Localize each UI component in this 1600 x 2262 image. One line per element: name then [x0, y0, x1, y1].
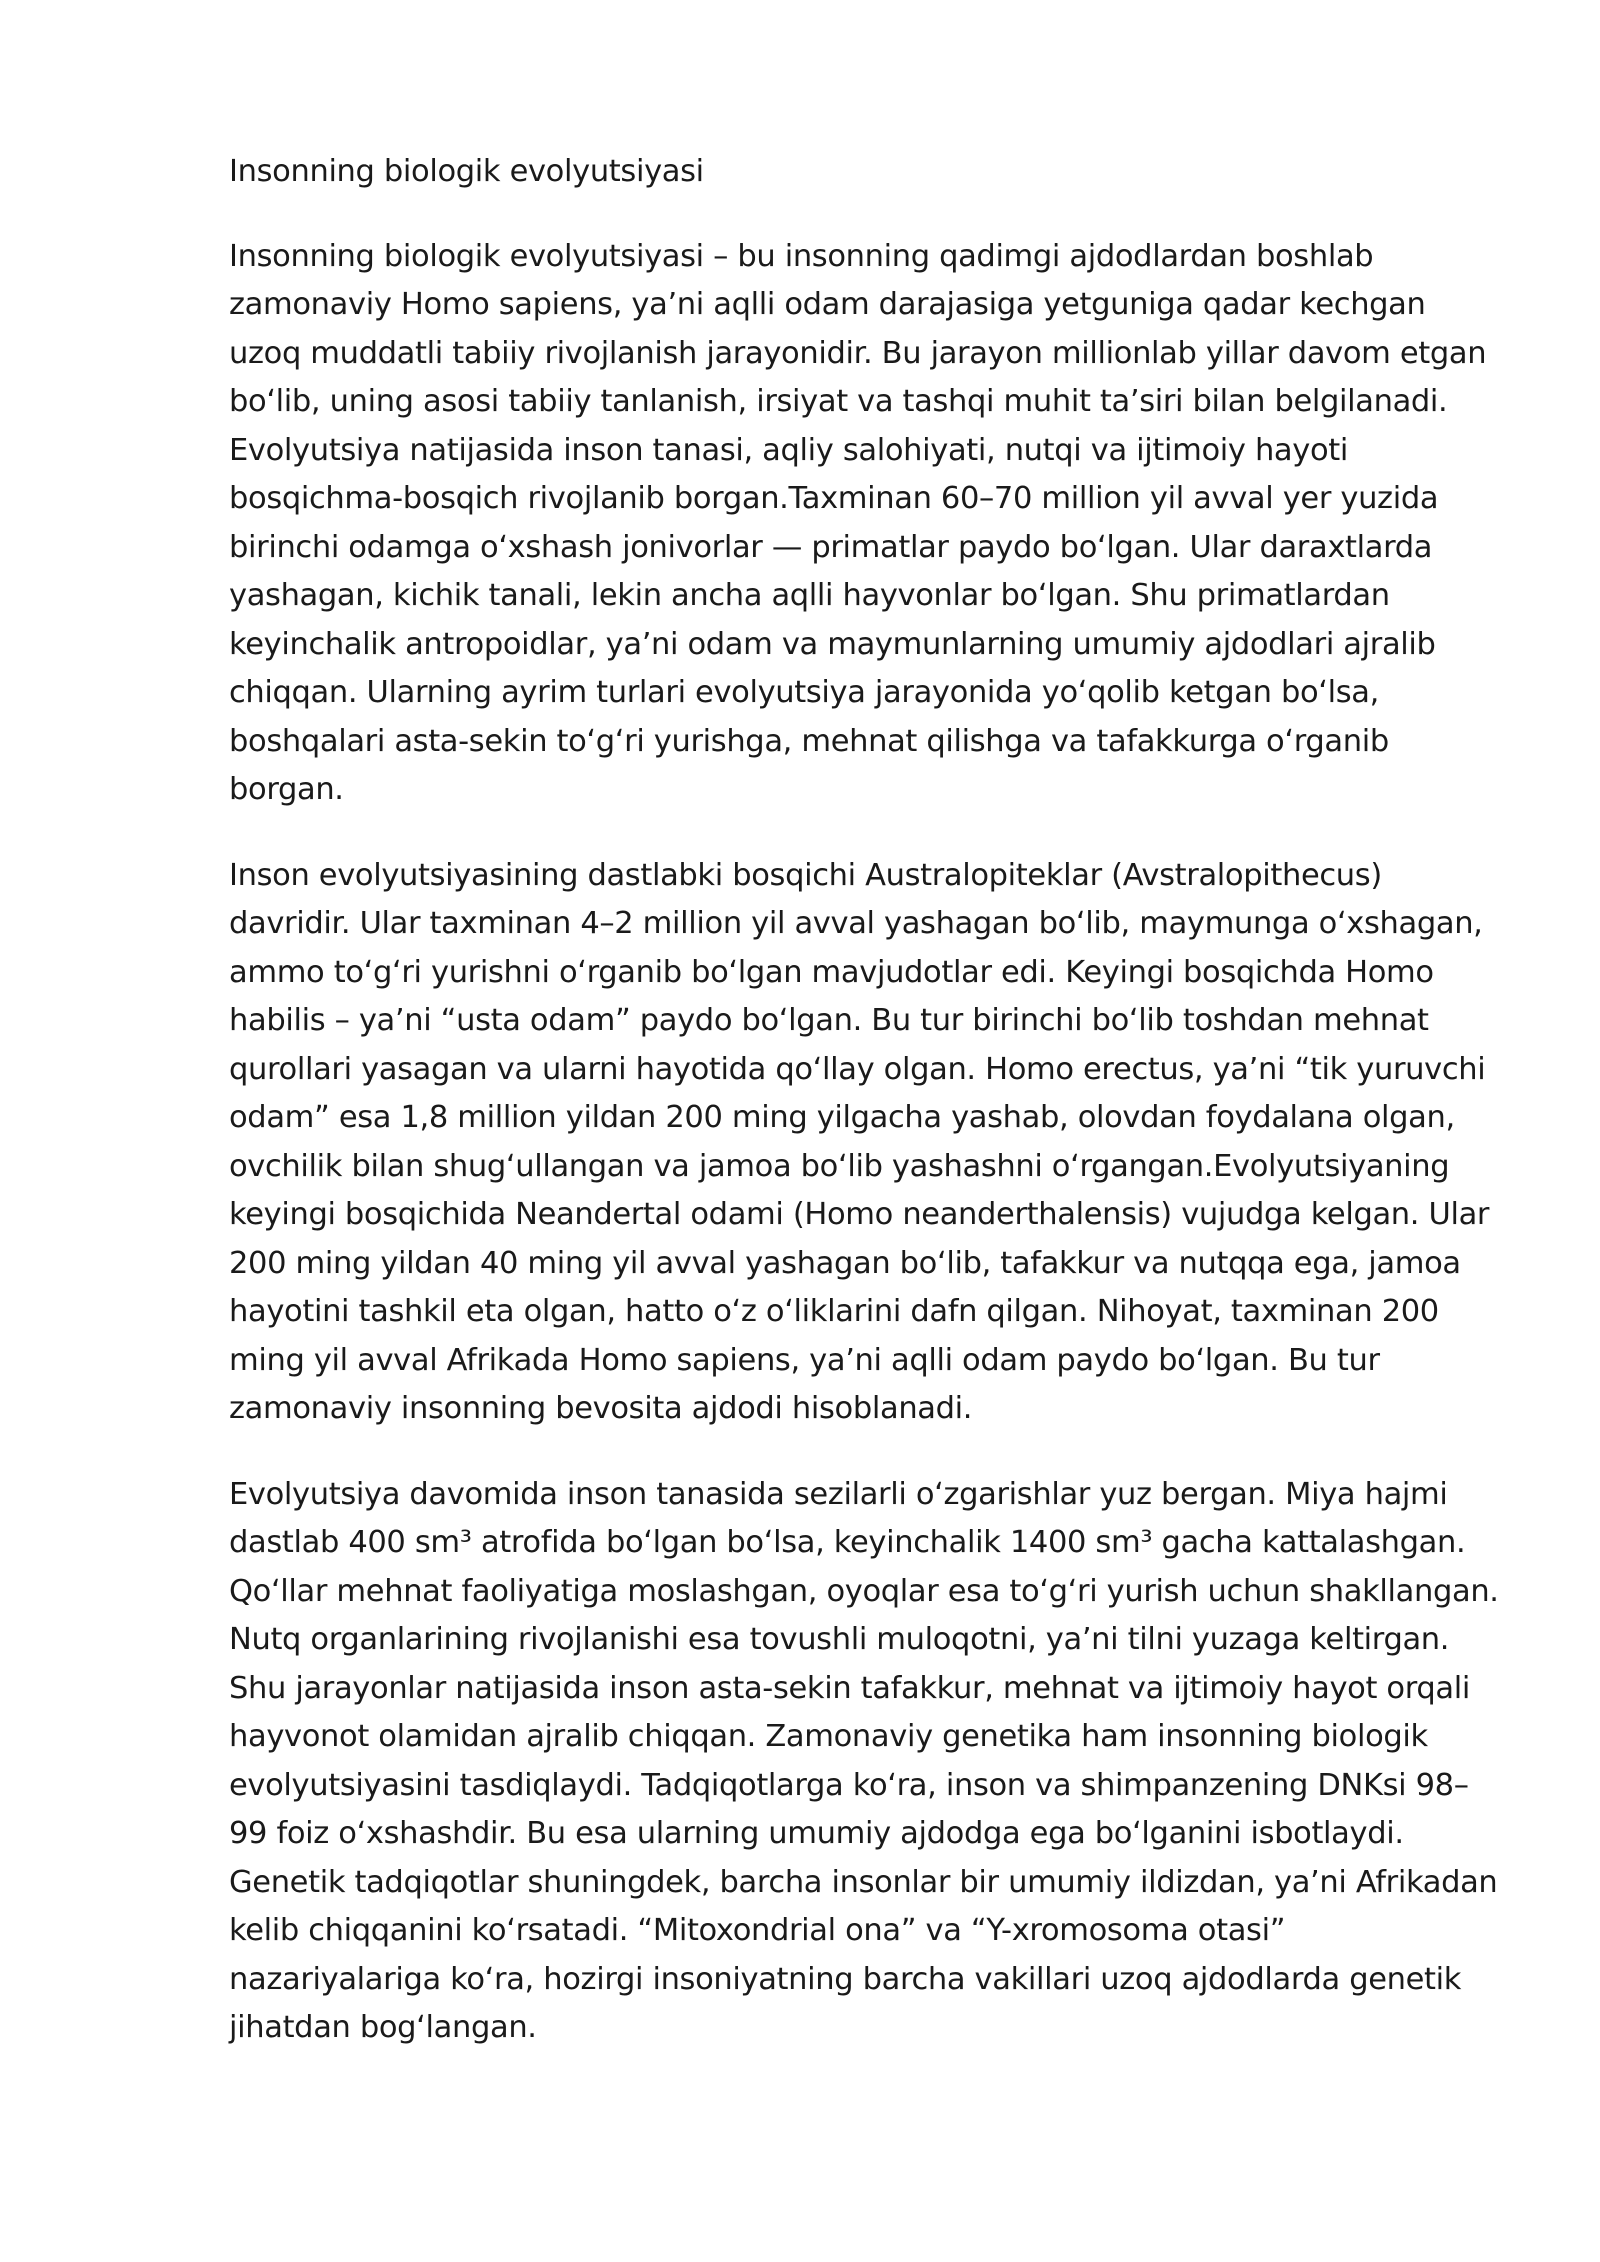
- paragraph-3: Evolyutsiya davomida inson tanasida sezilarli oʻzgarishlar yuz bergan. Miya hajmi dastlab 400 sm³ atrofida boʻlgan boʻlsa, keyinchalik 1400 sm³ gacha kattalashgan. Qoʻllar mehnat faoliyatiga moslashgan, oyoqlar esa toʻgʻri yurish uchun shakllangan. Nutq organlarining rivojlanishi esa tovushli muloqotni, ya’ni tilni yuzaga keltirgan. Shu jarayonlar natijasida inson asta-sekin tafakkur, mehnat va ijtimoiy hayot orqali hayvonot olamidan ajralib chiqqan. Zamonaviy genetika ham insonning biologik evolyutsiyasini tasdiqlaydi. Tadqiqotlarga koʻra, inson va shimpanzening DNKsi 98–99 foiz oʻxshashdir. Bu esa ularning umumiy ajdodga ega boʻlganini isbotlaydi. Genetik tadqiqotlar shuningdek, barcha insonlar bir umumiy ildizdan, ya’ni Afrikadan kelib chiqqanini koʻrsatadi. “Mitoxondrial ona” va “Y-xromosoma otasi” nazariyalariga koʻra, hozirgi insoniyatning barcha vakillari uzoq ajdodlarda genetik jihatdan bogʻlangan.: [229, 1476, 1499, 2045]
- paragraph-2: Inson evolyutsiyasining dastlabki bosqichi Australopiteklar (Avstralopithecus) davridir. Ular taxminan 4–2 million yil avval yashagan boʻlib, maymunga oʻxshagan, ammo toʻgʻri yurishni oʻrganib boʻlgan mavjudotlar edi. Keyingi bosqichda Homo habilis – ya’ni “usta odam” paydo boʻlgan. Bu tur birinchi boʻlib toshdan mehnat qurollari yasagan va ularni hayotida qoʻllay olgan. Homo erectus, ya’ni “tik yuruvchi odam” esa 1,8 million yildan 200 ming yilgacha yashab, olovdan foydalana olgan, ovchilik bilan shugʻullangan va jamoa boʻlib yashashni oʻrgangan.Evolyutsiyaning keyingi bosqichida Neandertal odami (Homo neanderthalensis) vujudga kelgan. Ular 200 ming yildan 40 ming yil avval yashagan boʻlib, tafakkur va nutqqa ega, jamoa hayotini tashkil eta olgan, hatto oʻz oʻliklarini dafn qilgan. Nihoyat, taxminan 200 ming yil avval Afrikada Homo sapiens, ya’ni aqlli odam paydo boʻlgan. Bu tur zamonaviy insonning bevosita ajdodi hisoblanadi.: [229, 857, 1490, 1426]
- paragraph-1: Insonning biologik evolyutsiyasi – bu insonning qadimgi ajdodlardan boshlab zamonaviy Homo sapiens, ya’ni aqlli odam darajasiga yetguniga qadar kechgan uzoq muddatli tabiiy rivojlanish jarayonidir. Bu jarayon millionlab yillar davom etgan boʻlib, uning asosi tabiiy tanlanish, irsiyat va tashqi muhit ta’siri bilan belgilanadi. Evolyutsiya natijasida inson tanasi, aqliy salohiyati, nutqi va ijtimoiy hayoti bosqichma-bosqich rivojlanib borgan.Taxminan 60–70 million yil avval yer yuzida birinchi odamga oʻxshash jonivorlar — primatlar paydo boʻlgan. Ular daraxtlarda yashagan, kichik tanali, lekin ancha aqlli hayvonlar boʻlgan. Shu primatlardan keyinchalik antropoidlar, ya’ni odam va maymunlarning umumiy ajdodlari ajralib chiqqan. Ularning ayrim turlari evolyutsiya jarayonida yoʻqolib ketgan boʻlsa, boshqalari asta-sekin toʻgʻri yurishga, mehnat qilishga va tafakkurga oʻrganib borgan.: [229, 238, 1487, 807]
- document-title: Insonning biologik evolyutsiyasi: [229, 154, 704, 189]
- document-body: [229, 148, 1504, 2090]
